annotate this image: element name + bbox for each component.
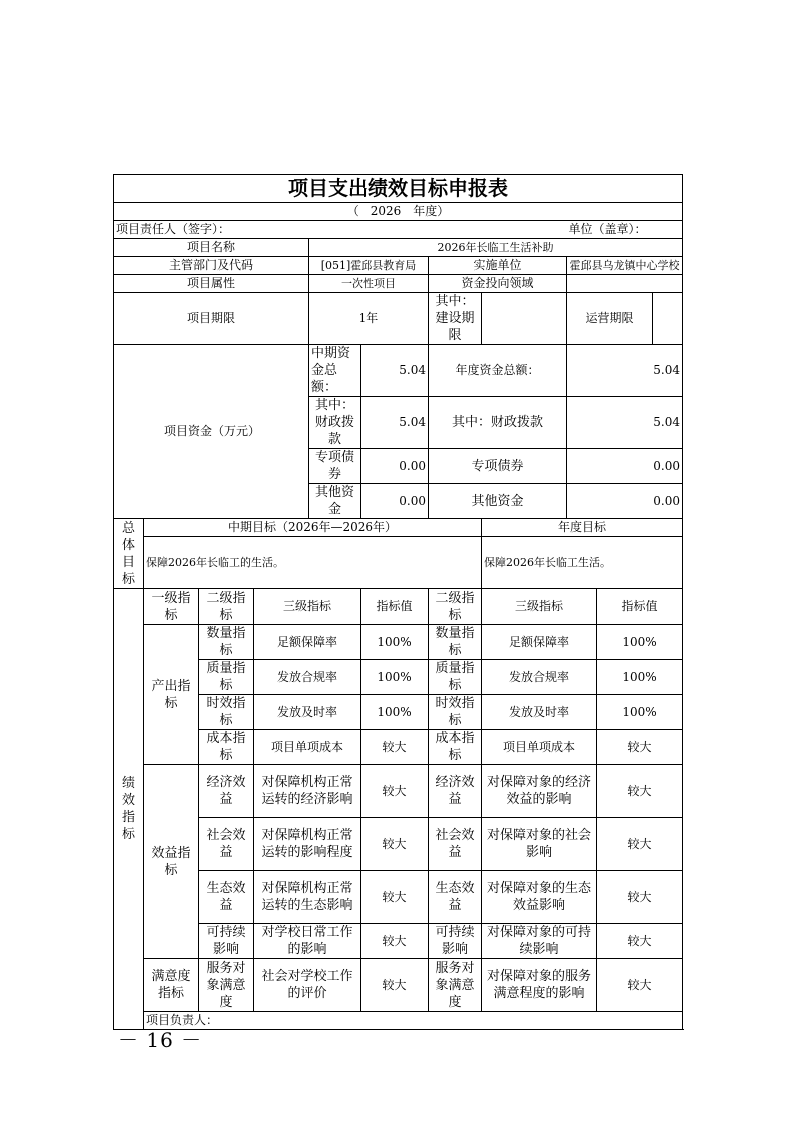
row-l3: 社会对学校工作的评价 (254, 959, 361, 1012)
perf-indicators-label: 绩效指标 (114, 589, 144, 1030)
attr-label: 项目属性 (114, 275, 309, 293)
row-l3: 发放及时率 (254, 695, 361, 730)
annual-bond-value: 0.00 (567, 449, 683, 484)
impl-label: 实施单位 (429, 257, 567, 275)
mid-other-value: 0.00 (361, 484, 429, 519)
annual-total-value: 5.04 (567, 345, 683, 397)
project-name-value: 2026年长临工生活补助 (309, 239, 683, 257)
header-value: 指标值 (361, 589, 429, 625)
mid-fiscal-value: 5.04 (361, 397, 429, 449)
group-output: 产出指标 (144, 625, 199, 765)
row-l3: 对保障机构正常运转的影响程度 (254, 818, 361, 871)
funds-label: 项目资金（万元） (114, 345, 309, 519)
group-satisfaction: 满意度指标 (144, 959, 199, 1012)
annual-fiscal-value: 5.04 (567, 397, 683, 449)
header-level3: 三级指标 (254, 589, 361, 625)
row-annual-value: 较大 (597, 959, 683, 1012)
row-value: 较大 (361, 818, 429, 871)
build-period-label: 其中：建设期限 (429, 293, 482, 345)
row-l3: 对保障机构正常运转的经济影响 (254, 765, 361, 818)
row-value: 较大 (361, 871, 429, 924)
row-annual-value: 较大 (597, 765, 683, 818)
overall-goal-label: 总体目标 (114, 519, 144, 589)
form-title: 项目支出绩效目标申报表 (114, 175, 683, 203)
row-annual-value: 100% (597, 660, 683, 695)
row-l2: 生态效益 (199, 871, 254, 924)
responsible-label: 项目责任人（签字）： (114, 221, 567, 239)
row-annual-value: 较大 (597, 924, 683, 959)
row-annual-l2: 质量指标 (429, 660, 482, 695)
group-benefit: 效益指标 (144, 765, 199, 959)
row-annual-value: 100% (597, 695, 683, 730)
row-annual-l2: 经济效益 (429, 765, 482, 818)
annual-other-label: 其他资金 (429, 484, 567, 519)
performance-target-form (113, 174, 683, 1030)
row-annual-l3: 对保障对象的经济效益的影响 (482, 765, 597, 818)
header-annual-level2: 二级指标 (429, 589, 482, 625)
row-l2: 质量指标 (199, 660, 254, 695)
mid-bond-label: 专项债券 (309, 449, 361, 484)
mid-total-value: 5.04 (361, 345, 429, 397)
attr-value: 一次性项目 (309, 275, 429, 293)
row-annual-l2: 社会效益 (429, 818, 482, 871)
row-annual-l2: 生态效益 (429, 871, 482, 924)
row-value: 较大 (361, 730, 429, 765)
mid-goal-label: 中期目标（2026年—2026年） (144, 519, 482, 537)
mid-goal-text: 保障2026年长临工的生活。 (144, 537, 482, 589)
annual-fiscal-label: 其中：财政拨款 (429, 397, 567, 449)
row-l2: 可持续影响 (199, 924, 254, 959)
row-l3: 足额保障率 (254, 625, 361, 660)
mid-bond-value: 0.00 (361, 449, 429, 484)
row-annual-l2: 成本指标 (429, 730, 482, 765)
row-l3: 发放合规率 (254, 660, 361, 695)
row-annual-l2: 数量指标 (429, 625, 482, 660)
row-annual-l3: 对保障对象的生态效益影响 (482, 871, 597, 924)
row-annual-l3: 项目单项成本 (482, 730, 597, 765)
row-annual-l2: 时效指标 (429, 695, 482, 730)
impl-value: 霍邱县乌龙镇中心学校 (567, 257, 683, 275)
mid-fiscal-label: 其中：财政拨款 (309, 397, 361, 449)
row-l2: 服务对象满意度 (199, 959, 254, 1012)
annual-goal-label: 年度目标 (482, 519, 683, 537)
header-level2: 二级指标 (199, 589, 254, 625)
row-annual-value: 较大 (597, 730, 683, 765)
annual-other-value: 0.00 (567, 484, 683, 519)
annual-bond-label: 专项债券 (429, 449, 567, 484)
field-label: 资金投向领域 (429, 275, 567, 293)
row-l2: 时效指标 (199, 695, 254, 730)
row-value: 较大 (361, 924, 429, 959)
mid-total-label: 中期资金总额： (309, 345, 361, 397)
row-annual-l3: 发放及时率 (482, 695, 597, 730)
row-l2: 社会效益 (199, 818, 254, 871)
mid-other-label: 其他资金 (309, 484, 361, 519)
row-annual-l3: 对保障对象的服务满意程度的影响 (482, 959, 597, 1012)
header-annual-value: 指标值 (597, 589, 683, 625)
row-annual-l2: 服务对象满意度 (429, 959, 482, 1012)
row-annual-l3: 足额保障率 (482, 625, 597, 660)
row-annual-l2: 可持续影响 (429, 924, 482, 959)
project-lead-label: 项目负责人： (144, 1012, 683, 1030)
row-annual-value: 较大 (597, 818, 683, 871)
row-l2: 数量指标 (199, 625, 254, 660)
row-l3: 对保障机构正常运转的生态影响 (254, 871, 361, 924)
row-value: 100% (361, 625, 429, 660)
dept-label: 主管部门及代码 (114, 257, 309, 275)
period-value: 1年 (309, 293, 429, 345)
row-value: 100% (361, 695, 429, 730)
build-period-value (482, 293, 567, 345)
header-level1: 一级指标 (144, 589, 199, 625)
op-period-value (653, 293, 683, 345)
row-l3: 项目单项成本 (254, 730, 361, 765)
page-number: － 16 － (118, 1028, 203, 1052)
year-line: （ 2026 年度） (114, 203, 683, 221)
row-value: 100% (361, 660, 429, 695)
period-label: 项目期限 (114, 293, 309, 345)
row-value: 较大 (361, 959, 429, 1012)
row-annual-l3: 发放合规率 (482, 660, 597, 695)
unit-label: 单位（盖章）： (567, 221, 683, 239)
row-value: 较大 (361, 765, 429, 818)
op-period-label: 运营期限 (567, 293, 653, 345)
row-annual-value: 100% (597, 625, 683, 660)
row-l3: 对学校日常工作的影响 (254, 924, 361, 959)
project-name-label: 项目名称 (114, 239, 309, 257)
annual-total-label: 年度资金总额： (429, 345, 567, 397)
dept-value: [051]霍邱县教育局 (309, 257, 429, 275)
row-annual-l3: 对保障对象的可持续影响 (482, 924, 597, 959)
field-value (567, 275, 683, 293)
row-l2: 成本指标 (199, 730, 254, 765)
row-l2: 经济效益 (199, 765, 254, 818)
annual-goal-text: 保障2026年长临工生活。 (482, 537, 683, 589)
row-annual-l3: 对保障对象的社会影响 (482, 818, 597, 871)
header-annual-level3: 三级指标 (482, 589, 597, 625)
row-annual-value: 较大 (597, 871, 683, 924)
